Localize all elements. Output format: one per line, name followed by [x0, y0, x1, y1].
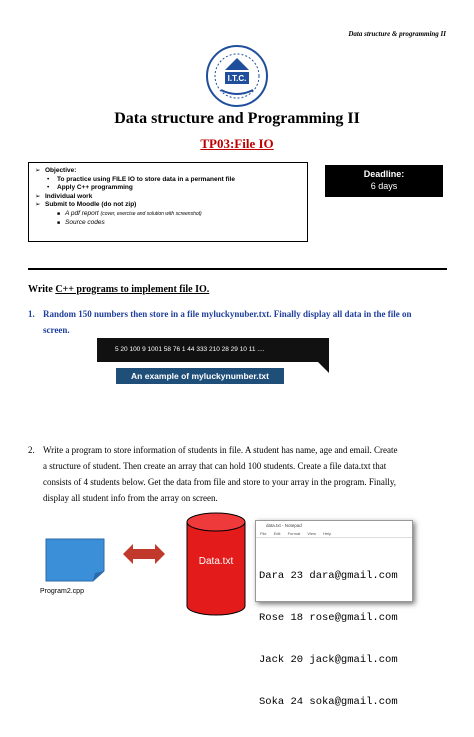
menu-format[interactable]: Format	[287, 531, 301, 536]
menu-file[interactable]: File	[260, 531, 267, 536]
question-1	[28, 306, 447, 338]
question-number: 2.	[28, 445, 35, 455]
dot-bullet-icon: •	[47, 184, 50, 192]
deadline-box	[325, 165, 443, 197]
objective-heading: Objective:	[45, 167, 77, 174]
notepad-title: data.txt - Notepad	[266, 523, 302, 528]
question-1-line: screen.	[43, 325, 70, 335]
header-course: Data structure & programming II	[348, 30, 446, 38]
example-numbers-box: 5 20 100 9 1001 58 76 1 44 333 210 28 29 10 11 ....	[97, 338, 329, 362]
arrow-bullet-icon: ➢	[35, 192, 41, 200]
section-heading	[28, 284, 209, 295]
section-prefix: Write	[28, 284, 56, 295]
submit-item-note: (cover, exercise and solution with screenshot)	[100, 210, 202, 217]
question-number: 1.	[28, 309, 35, 319]
deadline-label: Deadline:	[363, 169, 405, 179]
submit-item: Source codes	[65, 218, 105, 226]
objective-item: To practice using FILE IO to store data in a permanent file	[57, 175, 235, 183]
dot-bullet-icon: •	[47, 175, 50, 183]
question-2-line: consists of 4 students below. Get the data from file and store to your array in the program. Finally,	[43, 477, 396, 487]
menu-help[interactable]: Help	[323, 531, 332, 536]
individual-work: Individual work	[45, 192, 93, 200]
menu-edit[interactable]: Edit	[273, 531, 281, 536]
student-line: Jack 20 jack@gmail.com	[259, 654, 398, 666]
student-line: Rose 18 rose@gmail.com	[259, 612, 398, 624]
database-label: Data.txt	[198, 556, 234, 567]
square-bullet-icon: ■	[57, 210, 61, 217]
double-arrow-icon	[123, 544, 165, 564]
section-link: C++ programs to implement file IO.	[55, 284, 210, 295]
deadline-value: 6 days	[370, 181, 398, 191]
notepad-content[interactable]	[256, 538, 412, 737]
question-2	[28, 442, 447, 506]
file-caption: Program2.cpp	[40, 588, 84, 595]
submit-item: A pdf report	[65, 209, 99, 217]
callout-fold-icon	[318, 362, 329, 373]
objectives-box	[28, 162, 308, 242]
student-line: Dara 23 dara@gmail.com	[259, 570, 398, 582]
arrow-bullet-icon: ➢	[35, 201, 41, 209]
document-title: Data structure and Programming II	[114, 110, 360, 127]
example-caption: An example of myluckynumber.txt	[116, 368, 284, 384]
logo-text: I.T.C.	[227, 74, 247, 83]
question-2-line: display all student info from the array on screen.	[43, 493, 218, 503]
notepad-window	[255, 520, 413, 708]
question-2-line: Write a program to store information of students in file. A student has name, age and email. Create	[43, 445, 398, 455]
menu-view[interactable]: View	[307, 531, 317, 536]
document-subtitle: TP03:File IO	[200, 136, 274, 151]
arrow-bullet-icon: ➢	[35, 167, 41, 174]
notepad-menu	[256, 530, 412, 538]
submit-instruction: Submit to Moodle (do not zip)	[45, 201, 137, 209]
section-divider	[28, 268, 447, 270]
student-line: Soka 24 soka@gmail.com	[259, 696, 398, 708]
question-2-line: a structure of student. Then create an array that can hold 100 students. Create a file data.txt that	[43, 461, 387, 471]
question-1-line: Random 150 numbers then store in a file myluckynuber.txt. Finally display all data in the file on	[43, 309, 412, 319]
objective-item: Apply C++ programming	[57, 184, 133, 192]
itc-logo	[205, 44, 269, 108]
cpp-file-icon	[45, 538, 105, 582]
square-bullet-icon: ■	[57, 219, 61, 226]
